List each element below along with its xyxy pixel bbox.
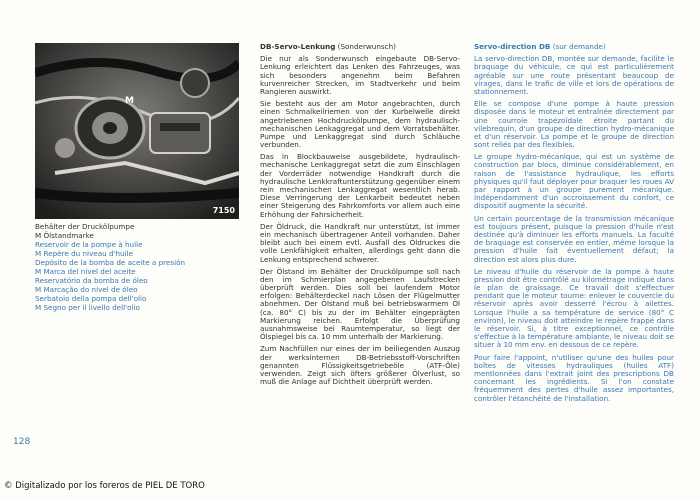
german-column — [260, 43, 460, 390]
french-paragraph: Le niveau d'huile du réservoir de la pompe à haute pression doit être contrôlé au kilométrage indiqué dans le plan de graissage. Ce travail doit s'effectuer pendant que le moteur tourne: enlever le couvercle du réservoir après avoir desserré l'écrou à ailettes. Lorsque l'huile a sa température de service (80° C environ), le niveau doit atteindre le repère frappé dans le réservoir. Si, à titre exceptionnel, ce contrôle s'effectue à la température ambiante, le niveau doit se situer à 10 mm env. en dessous de ce repère. — [474, 266, 674, 350]
german-heading-title: DB-Servo-Lenkung — [260, 42, 336, 51]
photo-caption — [35, 222, 245, 312]
german-paragraph: Der Öldruck, die Handkraft nur unterstützt, ist immer ein mechanisch übertragener Anteil vorhanden. Daher bleibt auch bei einem evtl. Ausfall des Öldruckes die volle Lenkfähigkeit erhalten, allerdings geht dann die Lenkung entsprechend schwerer. — [260, 221, 460, 264]
footer-credit: © Digitalizado por los foreros de PIEL DE TORO — [4, 481, 205, 491]
french-heading-title: Servo-direction DB — [474, 42, 551, 51]
photo-number: 7150 — [212, 206, 235, 215]
german-body — [260, 55, 460, 386]
french-paragraph: La servo-direction DB, montée sur demande, facilite le braquage du véhicule, ce qui est particulièrement agréable sur une route présentant beaucoup de virages, dans le trafic de ville et lors de opérations de stationnement. — [474, 54, 674, 96]
french-paragraph: Pour faire l'appoint, n'utiliser qu'une des huiles pour boîtes de vitesses hydrauliques (huiles ATF) mentionnées dans l'extrait joint des prescriptions DB concernant les ingrédients. Si l'on constate fréquemment des pertes d'huile assez importantes, contrôler l'étanchéité de l'installation. — [474, 352, 674, 403]
page-number: 128 — [13, 437, 31, 447]
french-heading-note: (sur demande) — [552, 42, 606, 51]
german-heading — [260, 43, 460, 51]
engine-illustration — [35, 43, 239, 219]
caption-line: M Repère du niveau d'huile — [35, 249, 134, 259]
caption-line: Behälter der Druckölpumpe — [35, 222, 135, 231]
caption-line: M Marca del nivel del aceite — [35, 267, 136, 277]
german-paragraph: Zum Nachfüllen nur eines der im beiliegenden Auszug der werksinternen DB-Betriebsstoff-Vorschriften genannten Flüssigkeitsgetriebeöle (ATF-Öle) verwenden. Zeigt sich öfters größerer Ölverlust, so muß die Anlage auf Dichtheit überprüft werden. — [260, 344, 460, 387]
french-paragraph: Le groupe hydro-mécanique, qui est un système de construction par blocs, diminue considérablement, en raison de l'assistance hydraulique, les efforts physiques qu'il faut déployer pour braquer les roues AV par rapport à un groupe purement mécanique. Indépendamment d'un accroissement du confort, ce dispositif augmente la sécurité. — [474, 152, 674, 211]
german-heading-note: (Sonderwunsch) — [337, 42, 396, 51]
caption-line: Depósito de la bomba de aceite a presión — [35, 258, 186, 268]
german-paragraph: Das in Blockbauweise ausgebildete, hydraulisch-mechanische Lenkaggregat setzt die zum Einschlagen der Vorderräder notwendige Handkraft durch die hydraulische Lenkkraftunterstützung gegenüber einem rein mechanischen Lenkaggregat wesentlich herab. Diese Verringerung der Lenkarbeit bedeutet neben einer Steigerung des Fahrkomforts vor allem auch eine Erhöhung der Fahrsicherheit. — [260, 152, 460, 219]
caption-line: M Marcação do nível de óleo — [35, 285, 138, 295]
german-paragraph: Die nur als Sonderwunsch eingebaute DB-Servo-Lenkung erleichtert das Lenken des Fahrzeuges, was sich besonders angenehm beim Befahren kurvenreicher Strecken, im Stadtverkehr und beim Rangieren auswirkt. — [260, 54, 460, 96]
caption-line: Serbatoio della pompa dell'olio — [35, 294, 147, 304]
caption-line: M Ölstandmarke — [35, 231, 94, 241]
caption-line: Reservatório da bomba de óleo — [35, 276, 148, 286]
german-paragraph: Sie besteht aus der am Motor angebrachten, durch einen Schmalkeilriemen von der Kurbelwelle direkt angetriebenen Hochdruckölpumpe, dem hydraulisch-mechanischen Lenkaggregat und dem Vorratsbehälter. Pumpe und Lenkaggregat sind durch Schläuche verbunden. — [260, 99, 460, 150]
french-column — [474, 43, 674, 407]
french-paragraph: Un certain pourcentage de la transmission mécanique est toujours présent, puisque la pression d'huile n'est destinée qu'à diminuer les efforts manuels. La faculté de braquage est conservée en entier, même lorsque la pression d'huile fait éventuellement défaut; la direction est alors plus dure. — [474, 213, 674, 264]
engine-photo — [35, 43, 239, 219]
caption-line: M Segno per il livello dell'olio — [35, 303, 140, 313]
svg-text:M: M — [125, 96, 134, 106]
caption-line: Reservoir de la pompe à huile — [35, 240, 143, 250]
french-body — [474, 55, 674, 403]
german-paragraph: Der Ölstand im Behälter der Druckölpumpe soll nach den im Schmierplan angegebenen Laufstrecken überprüft werden. Dies soll bei laufendem Motor erfolgen: Behälterdeckel nach Lösen der Flügelmutter abnehmen. Der Ölstand muß bei betriebswarmem Öl (ca. 80° C) bis zu der im Behälter eingeprägten Markierung reichen. Erfolgt die Überprüfung ausnahmsweise bei Raumtemperatur, so liegt der Ölspiegel bis ca. 10 mm unterhalb der Markierung. — [260, 266, 460, 342]
french-paragraph: Elle se compose d'une pompe à haute pression disposée dans le moteur et entraînée directement par une courroie trapézoïdale étroite partant du vilebrequin, d'un groupe de direction hydro-mécanique et d'un réservoir. La pompe et le groupe de direction sont reliés par des flexibles. — [474, 99, 674, 150]
french-heading — [474, 43, 674, 51]
